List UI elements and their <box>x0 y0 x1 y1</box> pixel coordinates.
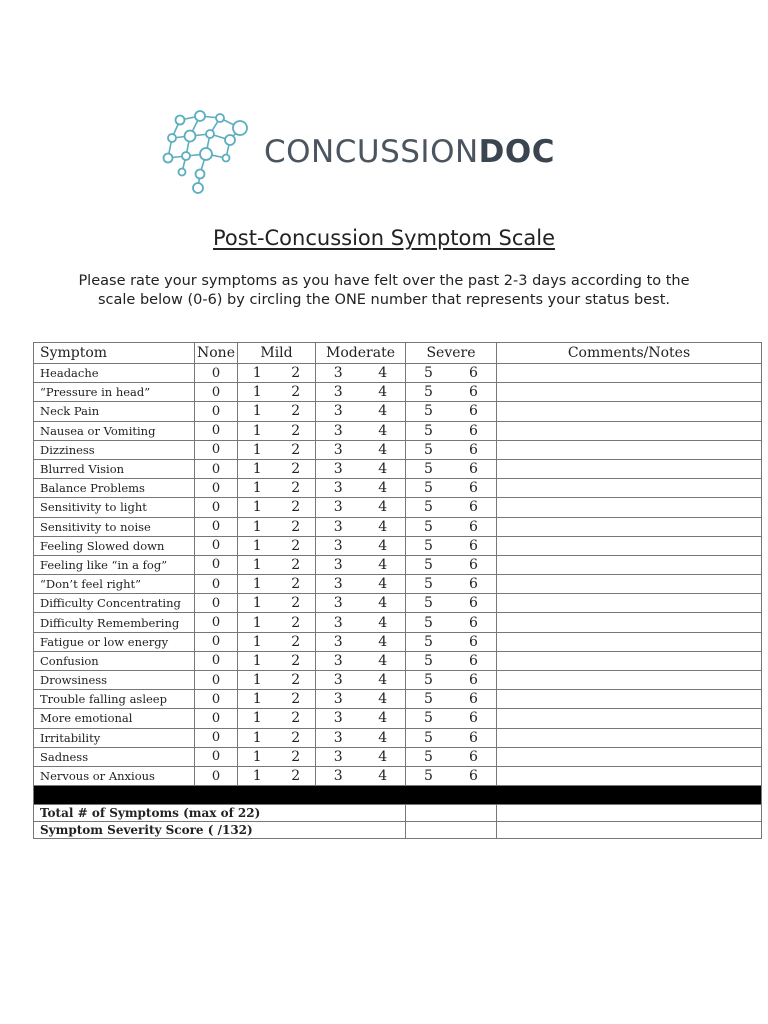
score-none[interactable]: 0 <box>195 383 238 402</box>
score-moderate-3[interactable]: 3 <box>333 537 343 554</box>
table-row <box>34 613 762 632</box>
score-severe-6[interactable]: 6 <box>469 403 478 420</box>
score-mild-1[interactable]: 1 <box>252 748 262 765</box>
comments-cell[interactable] <box>497 766 762 785</box>
score-none[interactable]: 0 <box>195 766 238 785</box>
score-moderate-3[interactable]: 3 <box>333 403 343 420</box>
totals-label: Symptom Severity Score ( /132) <box>34 822 406 839</box>
score-moderate-4[interactable]: 4 <box>378 652 388 669</box>
symptom-label: Confusion <box>34 651 195 670</box>
table-row <box>34 517 762 536</box>
score-mild-2[interactable]: 2 <box>291 403 301 420</box>
score-mild-1[interactable]: 1 <box>252 576 262 593</box>
score-moderate-3[interactable]: 3 <box>333 441 343 458</box>
score-none[interactable]: 0 <box>195 671 238 690</box>
brain-network-icon <box>160 108 256 200</box>
separator-row <box>34 786 762 805</box>
symptom-label: More emotional <box>34 709 195 728</box>
score-severe-6[interactable]: 6 <box>469 595 478 612</box>
symptom-label: Drowsiness <box>34 671 195 690</box>
comments-cell[interactable] <box>497 440 762 459</box>
score-mild-2[interactable]: 2 <box>291 652 301 669</box>
score-moderate-3[interactable]: 3 <box>333 365 343 382</box>
comments-cell[interactable] <box>497 632 762 651</box>
header-symptom: Symptom <box>34 343 195 364</box>
symptom-label: “Don’t feel right” <box>34 575 195 594</box>
table-row <box>34 402 762 421</box>
score-moderate-4[interactable]: 4 <box>378 595 388 612</box>
score-severe-5[interactable]: 5 <box>424 556 433 573</box>
score-mild-1[interactable]: 1 <box>252 537 262 554</box>
score-mild-1[interactable]: 1 <box>252 403 262 420</box>
table-row <box>34 440 762 459</box>
score-moderate-3[interactable]: 3 <box>333 691 343 708</box>
score-severe-5[interactable]: 5 <box>424 576 433 593</box>
score-mild-2[interactable]: 2 <box>291 691 301 708</box>
score-moderate-3[interactable]: 3 <box>333 768 343 785</box>
instructions: Please rate your symptoms as you have felt over the past 2-3 days according to the scale below (0-6) by circling the ONE number that represents your status best. <box>78 273 690 308</box>
score-mild-2[interactable]: 2 <box>291 729 301 746</box>
score-severe-5[interactable]: 5 <box>424 633 433 650</box>
score-severe-5[interactable]: 5 <box>424 672 433 689</box>
comments-cell[interactable] <box>497 536 762 555</box>
table-row <box>34 671 762 690</box>
comments-cell[interactable] <box>497 575 762 594</box>
score-mild-1[interactable]: 1 <box>252 480 262 497</box>
score-none[interactable]: 0 <box>195 651 238 670</box>
score-moderate-4[interactable]: 4 <box>378 672 388 689</box>
score-severe-6[interactable]: 6 <box>469 422 478 439</box>
symptom-label: “Pressure in head” <box>34 383 195 402</box>
score-severe-6[interactable]: 6 <box>469 499 478 516</box>
score-mild-1[interactable]: 1 <box>252 518 262 535</box>
comments-cell[interactable] <box>497 421 762 440</box>
score-severe-6[interactable]: 6 <box>469 461 478 478</box>
symptom-label: Sensitivity to light <box>34 498 195 517</box>
score-none[interactable]: 0 <box>195 536 238 555</box>
score-mild-1[interactable]: 1 <box>252 595 262 612</box>
score-mild-1[interactable]: 1 <box>252 652 262 669</box>
score-none[interactable]: 0 <box>195 632 238 651</box>
symptom-label: Neck Pain <box>34 402 195 421</box>
score-moderate-4[interactable]: 4 <box>378 633 388 650</box>
score-moderate-4[interactable]: 4 <box>378 384 388 401</box>
score-moderate-4[interactable]: 4 <box>378 576 388 593</box>
score-severe-5[interactable]: 5 <box>424 537 433 554</box>
score-moderate-4[interactable]: 4 <box>378 748 388 765</box>
score-none[interactable]: 0 <box>195 517 238 536</box>
page-title: Post-Concussion Symptom Scale <box>213 226 555 250</box>
comments-cell[interactable] <box>497 555 762 574</box>
score-moderate-4[interactable]: 4 <box>378 499 388 516</box>
score-severe-5[interactable]: 5 <box>424 691 433 708</box>
score-severe-5[interactable]: 5 <box>424 422 433 439</box>
symptom-label: Feeling Slowed down <box>34 536 195 555</box>
header-moderate: Moderate <box>316 343 406 364</box>
score-mild-2[interactable]: 2 <box>291 461 301 478</box>
comments-cell[interactable] <box>497 690 762 709</box>
score-mild-2[interactable]: 2 <box>291 537 301 554</box>
score-severe-5[interactable]: 5 <box>424 480 433 497</box>
score-moderate-4[interactable]: 4 <box>378 480 388 497</box>
totals-notes-cell[interactable] <box>497 822 762 839</box>
table-row <box>34 575 762 594</box>
score-none[interactable]: 0 <box>195 709 238 728</box>
comments-cell[interactable] <box>497 459 762 478</box>
score-severe-5[interactable]: 5 <box>424 710 433 727</box>
score-severe-6[interactable]: 6 <box>469 480 478 497</box>
symptom-label: Sensitivity to noise <box>34 517 195 536</box>
score-mild-2[interactable]: 2 <box>291 748 301 765</box>
score-mild-1[interactable]: 1 <box>252 365 262 382</box>
score-none[interactable]: 0 <box>195 421 238 440</box>
score-mild-1[interactable]: 1 <box>252 441 262 458</box>
score-mild-1[interactable]: 1 <box>252 614 262 631</box>
score-severe-6[interactable]: 6 <box>469 633 478 650</box>
score-mild-1[interactable]: 1 <box>252 461 262 478</box>
score-moderate-3[interactable]: 3 <box>333 652 343 669</box>
table-row <box>34 594 762 613</box>
score-moderate-4[interactable]: 4 <box>378 441 388 458</box>
score-moderate-4[interactable]: 4 <box>378 518 388 535</box>
table-row <box>34 364 762 383</box>
score-severe-5[interactable]: 5 <box>424 768 433 785</box>
symptom-scale-table <box>33 342 762 839</box>
score-mild-1[interactable]: 1 <box>252 499 262 516</box>
score-mild-2[interactable]: 2 <box>291 595 301 612</box>
score-severe-6[interactable]: 6 <box>469 614 478 631</box>
score-moderate-4[interactable]: 4 <box>378 768 388 785</box>
score-none[interactable]: 0 <box>195 575 238 594</box>
score-severe-6[interactable]: 6 <box>469 518 478 535</box>
score-moderate-4[interactable]: 4 <box>378 422 388 439</box>
score-mild-1[interactable]: 1 <box>252 556 262 573</box>
score-moderate-3[interactable]: 3 <box>333 595 343 612</box>
score-mild-1[interactable]: 1 <box>252 710 262 727</box>
score-mild-1[interactable]: 1 <box>252 768 262 785</box>
score-mild-2[interactable]: 2 <box>291 365 301 382</box>
table-row <box>34 651 762 670</box>
score-none[interactable]: 0 <box>195 440 238 459</box>
score-severe-5[interactable]: 5 <box>424 441 433 458</box>
comments-cell[interactable] <box>497 747 762 766</box>
logo-wordmark: CONCUSSIONDOC <box>264 134 556 170</box>
score-severe-5[interactable]: 5 <box>424 403 433 420</box>
comments-cell[interactable] <box>497 728 762 747</box>
totals-value-cell[interactable] <box>406 805 497 822</box>
score-moderate-3[interactable]: 3 <box>333 422 343 439</box>
score-severe-6[interactable]: 6 <box>469 537 478 554</box>
comments-cell[interactable] <box>497 364 762 383</box>
score-moderate-3[interactable]: 3 <box>333 633 343 650</box>
score-moderate-4[interactable]: 4 <box>378 614 388 631</box>
score-severe-5[interactable]: 5 <box>424 499 433 516</box>
score-mild-1[interactable]: 1 <box>252 633 262 650</box>
table-row <box>34 383 762 402</box>
symptom-label: Balance Problems <box>34 479 195 498</box>
symptom-label: Nervous or Anxious <box>34 766 195 785</box>
score-moderate-3[interactable]: 3 <box>333 384 343 401</box>
symptom-label: Dizziness <box>34 440 195 459</box>
score-none[interactable]: 0 <box>195 498 238 517</box>
score-severe-5[interactable]: 5 <box>424 595 433 612</box>
score-none[interactable]: 0 <box>195 690 238 709</box>
score-mild-1[interactable]: 1 <box>252 729 262 746</box>
comments-cell[interactable] <box>497 498 762 517</box>
score-moderate-3[interactable]: 3 <box>333 614 343 631</box>
comments-cell[interactable] <box>497 517 762 536</box>
table-row <box>34 728 762 747</box>
table-header-row <box>34 343 762 364</box>
score-severe-5[interactable]: 5 <box>424 461 433 478</box>
score-mild-2[interactable]: 2 <box>291 422 301 439</box>
score-mild-2[interactable]: 2 <box>291 441 301 458</box>
totals-notes-cell[interactable] <box>497 805 762 822</box>
table-row <box>34 498 762 517</box>
score-none[interactable]: 0 <box>195 728 238 747</box>
comments-cell[interactable] <box>497 383 762 402</box>
score-severe-6[interactable]: 6 <box>469 556 478 573</box>
score-severe-5[interactable]: 5 <box>424 384 433 401</box>
header-none: None <box>195 343 238 364</box>
score-severe-6[interactable]: 6 <box>469 768 478 785</box>
score-mild-2[interactable]: 2 <box>291 576 301 593</box>
table-row <box>34 632 762 651</box>
score-mild-1[interactable]: 1 <box>252 672 262 689</box>
table-row <box>34 479 762 498</box>
score-mild-1[interactable]: 1 <box>252 691 262 708</box>
score-severe-6[interactable]: 6 <box>469 576 478 593</box>
score-mild-2[interactable]: 2 <box>291 518 301 535</box>
score-moderate-3[interactable]: 3 <box>333 556 343 573</box>
score-severe-6[interactable]: 6 <box>469 652 478 669</box>
table-row <box>34 709 762 728</box>
score-none[interactable]: 0 <box>195 613 238 632</box>
score-mild-1[interactable]: 1 <box>252 384 262 401</box>
symptom-label: Difficulty Concentrating <box>34 594 195 613</box>
score-severe-6[interactable]: 6 <box>469 748 478 765</box>
score-moderate-4[interactable]: 4 <box>378 729 388 746</box>
score-none[interactable]: 0 <box>195 402 238 421</box>
header-severe: Severe <box>406 343 497 364</box>
score-severe-6[interactable]: 6 <box>469 691 478 708</box>
score-moderate-3[interactable]: 3 <box>333 499 343 516</box>
symptom-label: Trouble falling asleep <box>34 690 195 709</box>
score-severe-6[interactable]: 6 <box>469 365 478 382</box>
score-moderate-3[interactable]: 3 <box>333 748 343 765</box>
score-severe-6[interactable]: 6 <box>469 729 478 746</box>
score-mild-2[interactable]: 2 <box>291 499 301 516</box>
score-severe-5[interactable]: 5 <box>424 518 433 535</box>
totals-row <box>34 805 762 822</box>
score-moderate-4[interactable]: 4 <box>378 556 388 573</box>
score-mild-1[interactable]: 1 <box>252 422 262 439</box>
comments-cell[interactable] <box>497 402 762 421</box>
comments-cell[interactable] <box>497 479 762 498</box>
symptom-label: Nausea or Vomiting <box>34 421 195 440</box>
totals-row <box>34 822 762 839</box>
score-moderate-3[interactable]: 3 <box>333 672 343 689</box>
score-mild-2[interactable]: 2 <box>291 480 301 497</box>
score-severe-5[interactable]: 5 <box>424 365 433 382</box>
score-moderate-3[interactable]: 3 <box>333 518 343 535</box>
score-severe-5[interactable]: 5 <box>424 729 433 746</box>
header-mild: Mild <box>238 343 316 364</box>
score-severe-6[interactable]: 6 <box>469 441 478 458</box>
score-mild-2[interactable]: 2 <box>291 556 301 573</box>
comments-cell[interactable] <box>497 671 762 690</box>
score-moderate-4[interactable]: 4 <box>378 403 388 420</box>
table-row <box>34 555 762 574</box>
score-severe-5[interactable]: 5 <box>424 614 433 631</box>
score-severe-5[interactable]: 5 <box>424 748 433 765</box>
totals-value-cell[interactable] <box>406 822 497 839</box>
score-none[interactable]: 0 <box>195 364 238 383</box>
score-severe-6[interactable]: 6 <box>469 384 478 401</box>
score-moderate-4[interactable]: 4 <box>378 710 388 727</box>
score-moderate-3[interactable]: 3 <box>333 710 343 727</box>
score-severe-6[interactable]: 6 <box>469 672 478 689</box>
totals-label: Total # of Symptoms (max of 22) <box>34 805 406 822</box>
symptom-label: Fatigue or low energy <box>34 632 195 651</box>
comments-cell[interactable] <box>497 594 762 613</box>
comments-cell[interactable] <box>497 613 762 632</box>
symptom-label: Sadness <box>34 747 195 766</box>
comments-cell[interactable] <box>497 651 762 670</box>
table-row <box>34 536 762 555</box>
score-mild-2[interactable]: 2 <box>291 672 301 689</box>
score-severe-6[interactable]: 6 <box>469 710 478 727</box>
score-mild-2[interactable]: 2 <box>291 633 301 650</box>
score-mild-2[interactable]: 2 <box>291 768 301 785</box>
comments-cell[interactable] <box>497 709 762 728</box>
symptom-label: Blurred Vision <box>34 459 195 478</box>
table-row <box>34 459 762 478</box>
score-mild-2[interactable]: 2 <box>291 710 301 727</box>
score-moderate-3[interactable]: 3 <box>333 461 343 478</box>
header-comments: Comments/Notes <box>497 343 762 364</box>
score-moderate-3[interactable]: 3 <box>333 576 343 593</box>
score-moderate-4[interactable]: 4 <box>378 461 388 478</box>
score-moderate-4[interactable]: 4 <box>378 537 388 554</box>
score-moderate-4[interactable]: 4 <box>378 691 388 708</box>
table-row <box>34 747 762 766</box>
score-mild-2[interactable]: 2 <box>291 614 301 631</box>
score-severe-5[interactable]: 5 <box>424 652 433 669</box>
score-none[interactable]: 0 <box>195 459 238 478</box>
score-none[interactable]: 0 <box>195 555 238 574</box>
symptom-label: Feeling like “in a fog” <box>34 555 195 574</box>
score-moderate-3[interactable]: 3 <box>333 480 343 497</box>
symptom-label: Headache <box>34 364 195 383</box>
score-none[interactable]: 0 <box>195 747 238 766</box>
symptom-label: Irritability <box>34 728 195 747</box>
score-moderate-3[interactable]: 3 <box>333 729 343 746</box>
score-none[interactable]: 0 <box>195 594 238 613</box>
table-row <box>34 766 762 785</box>
score-mild-2[interactable]: 2 <box>291 384 301 401</box>
table-row <box>34 421 762 440</box>
score-moderate-4[interactable]: 4 <box>378 365 388 382</box>
logo <box>160 108 600 200</box>
table-row <box>34 690 762 709</box>
score-none[interactable]: 0 <box>195 479 238 498</box>
symptom-label: Difficulty Remembering <box>34 613 195 632</box>
